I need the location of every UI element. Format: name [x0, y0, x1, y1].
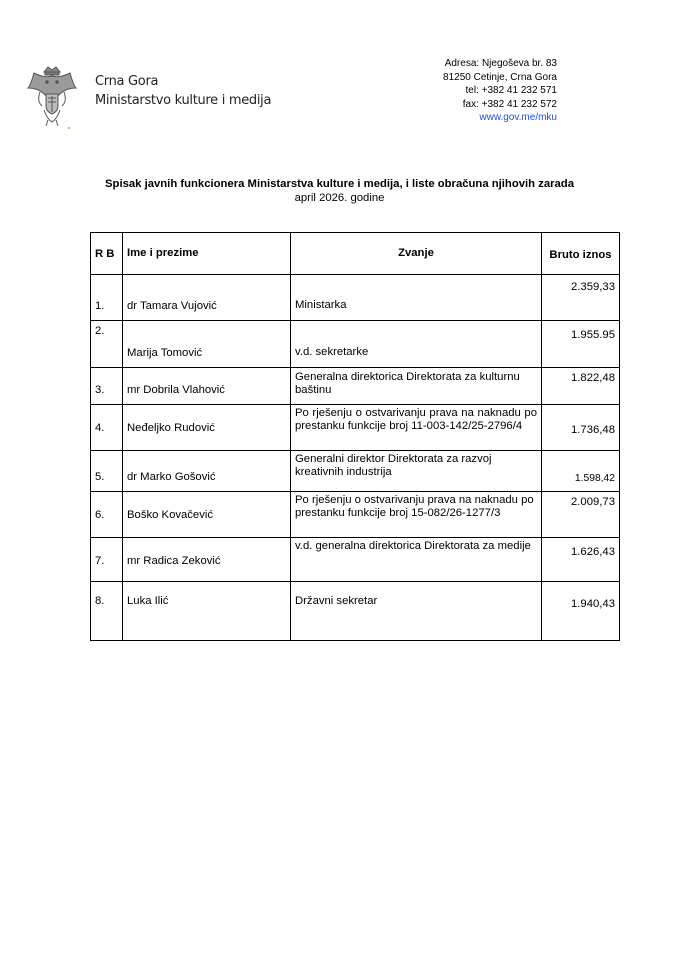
cell-amount: 1.626,43	[542, 538, 620, 582]
cell-amount: 1.598,42	[542, 451, 620, 492]
contact-city: 81250 Cetinje, Crna Gora	[443, 71, 557, 83]
header-title: Zvanje	[291, 233, 542, 275]
cell-amount: 1.955.95	[542, 321, 620, 368]
cell-name: mr Radica Zeković	[123, 538, 291, 582]
cell-name: mr Dobrila Vlahović	[123, 368, 291, 405]
cell-title: v.d. generalna direktorica Direktorata za medije	[291, 538, 542, 582]
contact-block	[443, 57, 557, 125]
cell-name: Luka Ilić	[123, 582, 291, 641]
cell-rb: 7.	[91, 538, 123, 582]
cell-amount: 1.940,43	[542, 582, 620, 641]
organization-name	[95, 72, 271, 110]
cell-title: Ministarka	[291, 275, 542, 321]
contact-tel: tel: +382 41 232 571	[465, 85, 557, 97]
cell-rb: 3.	[91, 368, 123, 405]
table-row	[91, 451, 620, 492]
cell-rb: 5.	[91, 451, 123, 492]
contact-fax: fax: +382 41 232 572	[462, 98, 557, 110]
table-row	[91, 368, 620, 405]
document-subtitle: april 2026. godine	[294, 192, 385, 204]
contact-website-link[interactable]: www.gov.me/mku	[479, 112, 557, 124]
cell-title: Generalna direktorica Direktorata za kulturnu baštinu	[291, 368, 542, 405]
cell-rb: 6.	[91, 492, 123, 538]
cell-rb: 2.	[91, 321, 123, 368]
cell-title: Generalni direktor Direktorata za razvoj kreativnih industrija	[291, 451, 542, 492]
org-country: Crna Gora	[95, 74, 159, 89]
cell-amount: 2.359,33	[542, 275, 620, 321]
cell-title: Po rješenju o ostvarivanju prava na naknadu po prestanku funkcije broj 15-082/26-1277/3	[291, 492, 542, 538]
table-row	[91, 538, 620, 582]
cell-name: Marija Tomović	[123, 321, 291, 368]
cell-amount: 1.736,48	[542, 405, 620, 451]
table-row	[91, 321, 620, 368]
cell-rb: 8.	[91, 582, 123, 641]
table-row	[91, 582, 620, 641]
header-amount: Bruto iznos	[542, 233, 620, 275]
header-name: Ime i prezime	[123, 233, 291, 275]
org-ministry: Ministarstvo kulture i medija	[95, 93, 272, 108]
cell-title: Državni sekretar	[291, 582, 542, 641]
contact-address: Adresa: Njegoševa br. 83	[444, 58, 557, 69]
cell-name: Boško Kovačević	[123, 492, 291, 538]
cell-name: dr Tamara Vujović	[123, 275, 291, 321]
header-rb: R B	[91, 233, 123, 275]
montenegro-coat-of-arms-icon	[24, 64, 80, 130]
cell-name: Neđeljko Rudović	[123, 405, 291, 451]
cell-title: Po rješenju o ostvarivanju prava na naknadu po prestanku funkcije broj 11-003-142/25-2796/4	[291, 405, 542, 451]
table-row	[91, 275, 620, 321]
cell-title: v.d. sekretarke	[291, 321, 542, 368]
cell-amount: 1.822,48	[542, 368, 620, 405]
officials-salary-table	[90, 232, 620, 641]
cell-name: dr Marko Gošović	[123, 451, 291, 492]
cell-amount: 2.009,73	[542, 492, 620, 538]
table-header-row	[91, 233, 620, 275]
cell-rb: 1.	[91, 275, 123, 321]
table-row	[91, 492, 620, 538]
cell-rb: 4.	[91, 405, 123, 451]
table-row	[91, 405, 620, 451]
document-title: Spisak javnih funkcionera Ministarstva kulture i medija, i liste obračuna njihovih zarada	[105, 178, 574, 190]
